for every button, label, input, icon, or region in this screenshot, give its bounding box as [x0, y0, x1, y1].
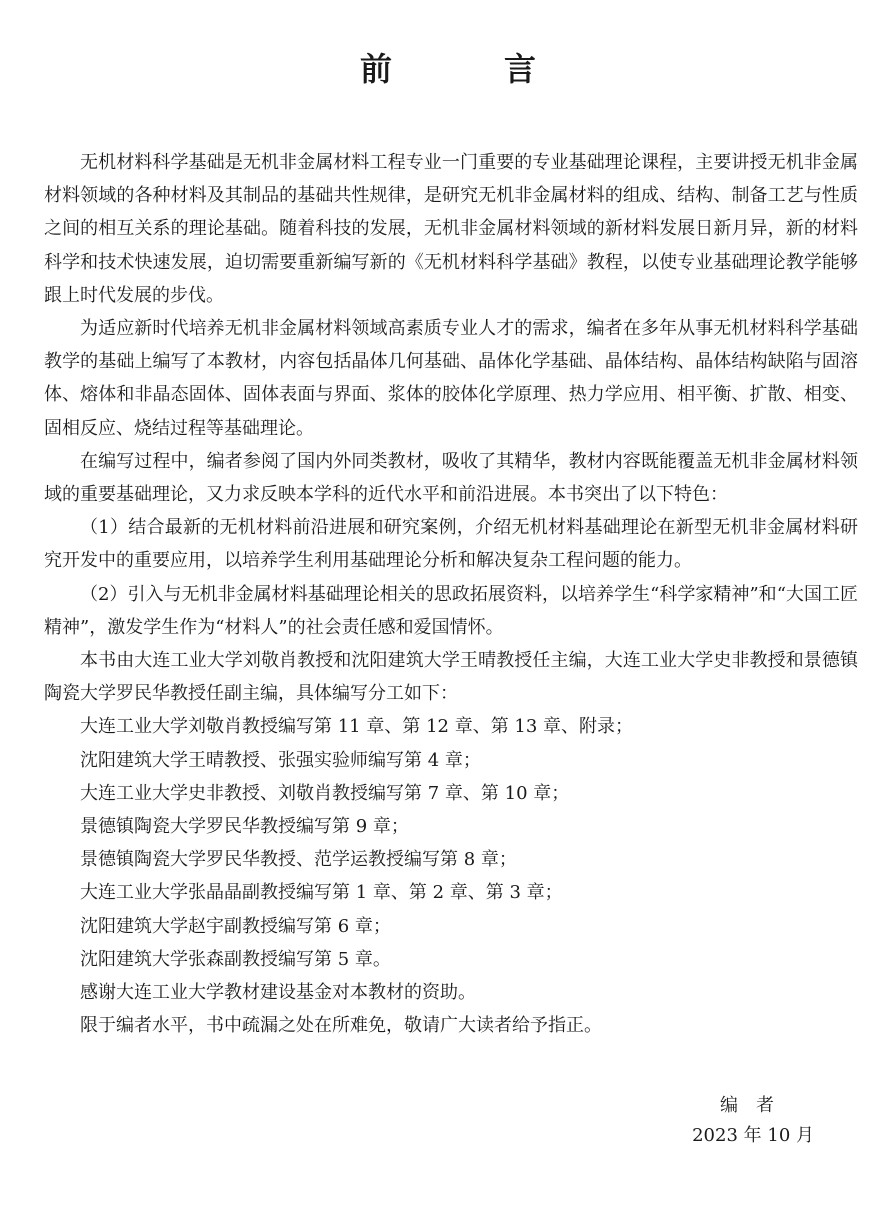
paragraph-apology: 限于编者水平，书中疏漏之处在所难免，敬请广大读者给予指正。 [80, 1015, 602, 1037]
paragraph-editors: 本书由大连工业大学刘敬肖教授和沈阳建筑大学王晴教授任主编，大连工业大学史非教授和景德镇陶瓷大学罗民华教授任副主编，具体编写分工如下： [44, 650, 858, 705]
signature-date: 2023 年 10 月 [692, 1125, 814, 1146]
division-line: 大连工业大学张晶晶副教授编写第 1 章、第 2 章、第 3 章； [80, 882, 563, 904]
division-line: 大连工业大学史非教授、刘敬肖教授编写第 7 章、第 10 章； [80, 782, 570, 804]
paragraph-intro: 无机材料科学基础是无机非金属材料工程专业一门重要的专业基础理论课程，主要讲授无机非金属材料领域的各种材料及其制品的基础共性规律，是研究无机非金属材料的组成、结构、制备工艺与性质之间的相互关系的理论基础。随着科技的发展，无机非金属材料领域的新材料发展日新月异，新的材料科学和技术快速发展，迫切需要重新编写新的《无机材料科学基础》教程，以使专业基础理论教学能够跟上时代发展的步伐。 [44, 152, 858, 306]
preface-body [44, 146, 858, 1042]
page-title: 前 言 [359, 50, 576, 88]
division-line: 景德镇陶瓷大学罗民华教授、范学运教授编写第 8 章； [80, 849, 517, 871]
division-line: 沈阳建筑大学王晴教授、张强实验师编写第 4 章； [80, 749, 481, 771]
paragraph-feature-2: （2）引入与无机非金属材料基础理论相关的思政拓展资料，以培养学生“科学家精神”和“大国工匠精神”，激发学生作为“材料人”的社会责任感和爱国情怀。 [44, 583, 858, 638]
paragraph-feature-1: （1）结合最新的无机材料前沿进展和研究案例，介绍无机材料基础理论在新型无机非金属材料研究开发中的重要应用，以培养学生利用基础理论分析和解决复杂工程问题的能力。 [44, 517, 858, 572]
paragraph-thanks: 感谢大连工业大学教材建设基金对本教材的资助。 [80, 982, 476, 1004]
paragraph-content: 为适应新时代培养无机非金属材料领域高素质专业人才的需求，编者在多年从事无机材料科学基础教学的基础上编写了本教材，内容包括晶体几何基础、晶体化学基础、晶体结构、晶体结构缺陷与固溶体、熔体和非晶态固体、固体表面与界面、浆体的胶体化学原理、热力学应用、相平衡、扩散、相变、固相反应、烧结过程等基础理论。 [44, 318, 858, 439]
signature-block [692, 1091, 814, 1151]
division-line: 大连工业大学刘敬肖教授编写第 11 章、第 12 章、第 13 章、附录； [80, 716, 634, 738]
paragraph-features: 在编写过程中，编者参阅了国内外同类教材，吸收了其精华，教材内容既能覆盖无机非金属材料领域的重要基础理论，又力求反映本学科的近代水平和前沿进展。本书突出了以下特色： [44, 450, 858, 506]
signature-author: 编者 [720, 1095, 792, 1116]
division-line: 沈阳建筑大学张森副教授编写第 5 章。 [80, 948, 391, 970]
division-line: 沈阳建筑大学赵宇副教授编写第 6 章； [80, 915, 391, 937]
division-line: 景德镇陶瓷大学罗民华教授编写第 9 章； [80, 816, 409, 838]
